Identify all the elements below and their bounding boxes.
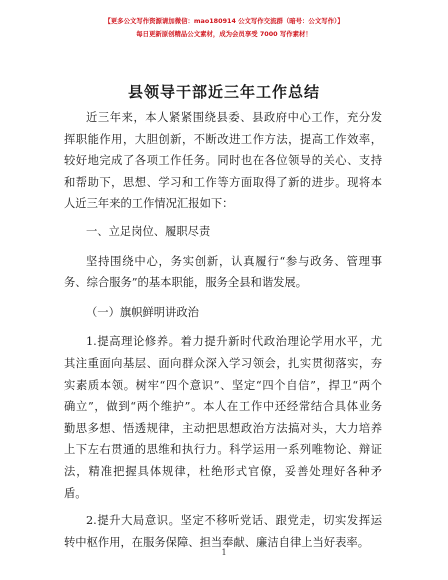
text-line: 挥职能作用，大胆创新，不断改进工作方法，提高工作效率， [64,132,382,146]
text-line: 近三年来，本人紧紧围绕县委、县政府中心工作，充分发 [86,111,382,124]
text-line: 上下左右贯通的思维和执行力。科学运用一系列唯物论、辩证 [64,443,382,457]
document-body [64,107,382,553]
text-line: 较好地完成了各项工作任务。同时也在各位领导的关心、支持 [64,154,382,168]
paragraph-item-2 [64,510,382,553]
text-line: 人近三年来的工作情况汇报如下： [64,197,234,211]
paragraph-item-1 [64,331,382,504]
text-line: 确立”，做到“两个维护”。本人在工作中还经常结合具体业务 [64,400,382,414]
text-line: 1.提高理论修养。着力提升新时代政治理论学用水平，尤 [86,335,382,349]
promo-banner-line-2: 每日更新原创精品公文素材，成为会员享受 7000 写作素材！ [136,30,312,38]
page-number: 1 [221,548,227,557]
paragraph-intro [64,107,382,215]
document-title: 县领导干部近三年工作总结 [127,83,320,101]
heading-text: （一）旗帜鲜明讲政治 [86,305,199,319]
subsection-heading-1 [64,302,382,324]
text-line: 务、综合服务”的基本职能，服务全县和谐发展。 [64,276,308,290]
text-line: 勤思多想、悟透规律，主动把思想政治方法搞对头，大力培养 [64,421,382,435]
text-line: 法，精准把握具体规律，杜绝形式官僚，妥善处理好各种矛 [64,464,382,478]
text-line: 其注重面向基层、面向群众深入学习领会，扎实贯彻落实，夯 [64,356,382,370]
text-line: 坚持围绕中心，务实创新，认真履行“参与政务、管理事 [86,254,382,268]
text-line: 2.提升大局意识。坚定不移听党话、跟党走，切实发挥运 [86,514,382,528]
section-heading-1 [64,221,382,243]
text-line: 转中枢作用，在服务保障、担当奉献、廉洁自律上当好表率。 [64,535,370,549]
text-line: 实素质本领。树牢“四个意识”、坚定“四个自信”，捍卫“两个 [64,378,382,392]
text-line: 和帮助下，思想、学习和工作等方面取得了新的进步。现将本 [64,175,382,189]
text-line: 盾。 [64,486,87,500]
promo-banner-line-1: 【更多公文写作资源请加微信：mao180914 公文写作交流群（暗号：公文写作）】 [104,17,344,25]
paragraph-section-1-intro [64,251,382,294]
heading-text: 一、立足岗位、履职尽责 [86,224,211,238]
